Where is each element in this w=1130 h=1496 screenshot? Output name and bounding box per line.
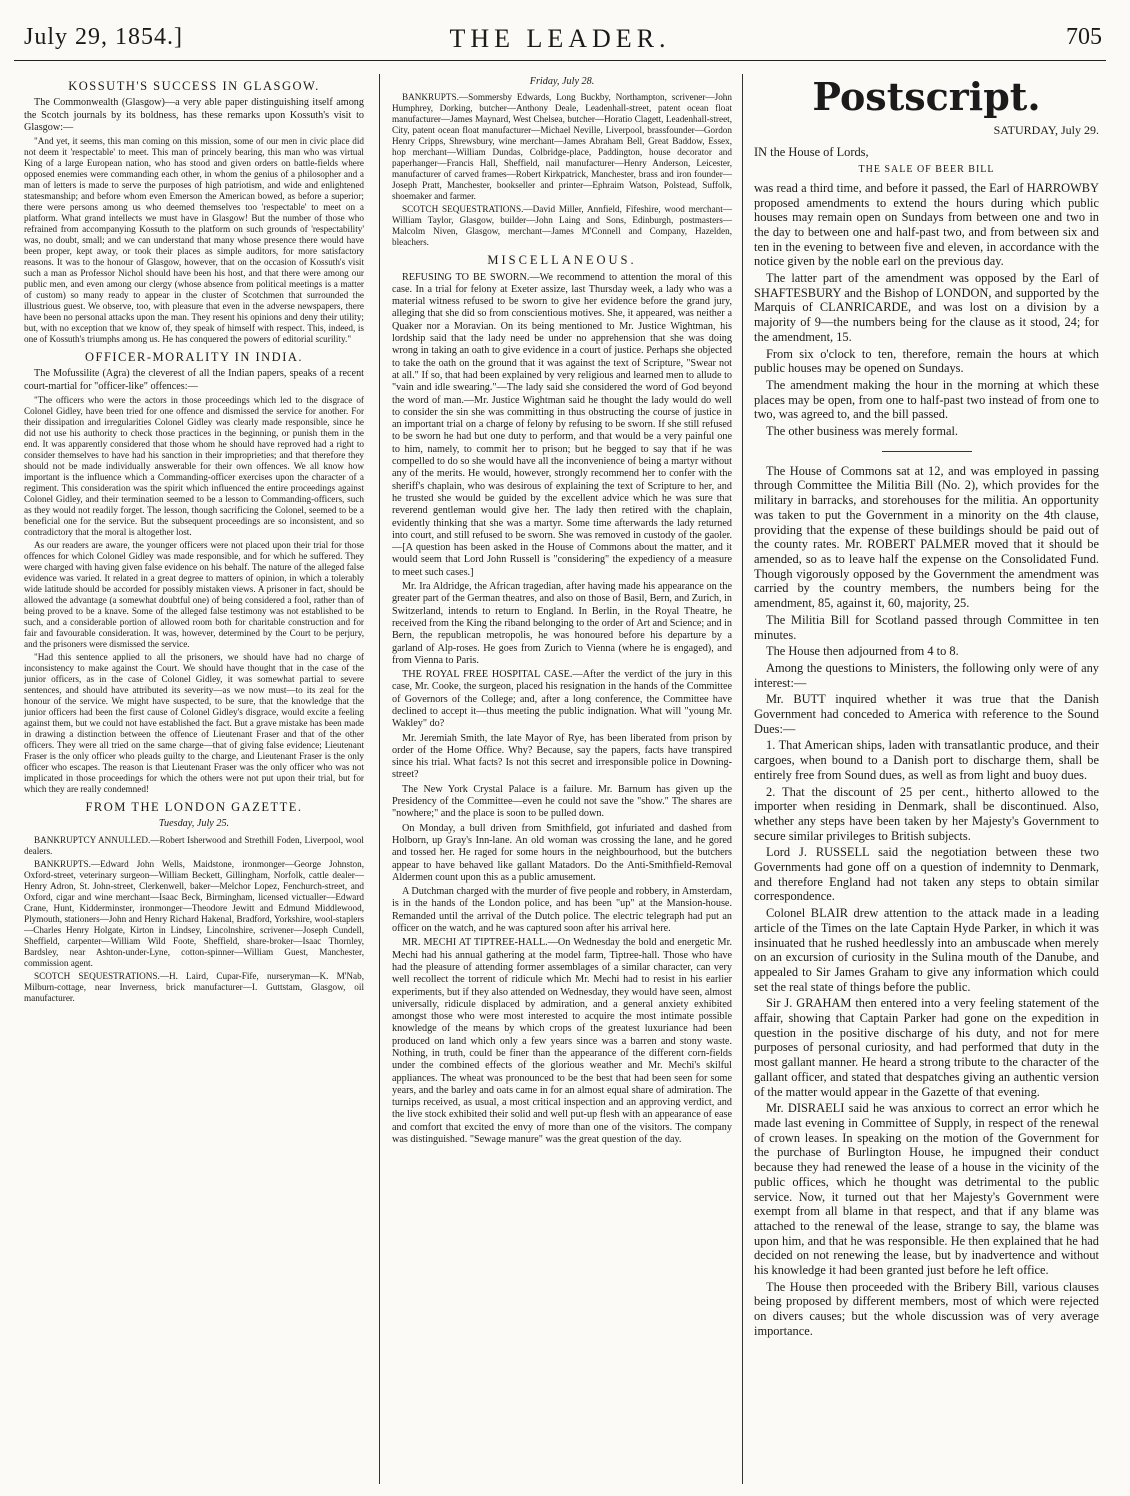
postscript-paragraph: Sir J. GRAHAM then entered into a very feeling statement of the affair, showing that Captain Parker had gone on the expedition in question in the positive discharge of his duty, and not for mere purposes of personal curiosity, and had performed that duty in the most gallant manner. He heard a strong tribute to the character of the gallant officer, and stated that despatches giving an authentic version of the matter would appear in the Gazette of that evening.	[754, 996, 1099, 1099]
postscript-paragraph: Mr. DISRAELI said he was anxious to correct an error which he made last evening in Committee of Supply, in respect of the renewal of crown leases. In speaking on the motion of the Government for the purchase of Burlington House, he impugned their conduct because they had renewed the lease of a house in the vicinity of the public offices, which he thought was detrimental to the public service. Now, it turned out that her Majesty's Government were exempt from all blame in that respect, and that if any blame was attached to the renewal of the lease, strange to say, the blame was upon him, and that he was responsible. He then explained that he had decided on not renewing the lease, but by inadvertence and without his knowledge it had been granted just before he left office.	[754, 1101, 1099, 1278]
postscript-paragraph: The House then adjourned from 4 to 8.	[766, 644, 959, 659]
article-quote: "The officers who were the actors in those proceedings which led to the disgrace of Colonel Gidley, have been tried for one offence and dismissed the service for another. For their dissipation and irregularities Colonel Gidley was clearly made responsible, since he did not use his authority to check those practices in the beginning, or punish them in the end. It was apparently considered that those whom he should have reproved had a right to consider themselves to have had his sanction in their improprieties; and that therefore they should not be made individually answerable for their own offences. We all know how important is the influence which a Commanding-officer exercises upon the character of a regiment. This consideration was the spirit which influenced the entire proceedings against Colonel Gidley, and their termination seemed to be a lesson to Commanding-officers, such as they would not readily forget. The lesson, though sacrificing the Colonel, seemed to be a beneficial one for the service. But the subsequent proceedings are so inconsistent, and so contradictory that the moral is altogether lost.	[24, 395, 364, 538]
gazette-dateline: Friday, July 28.	[529, 76, 595, 87]
news-item: REFUSING TO BE SWORN.—We recommend to attention the moral of this case. In a trial for felony at Exeter assize, last Thursday week, a lady who was a material witness refused to be sworn to give her evidence before the grand jury, alleging that she did so from conscientious motives. She, it appeared, was neither a Quaker nor a Moravian. On its being mentioned to Mr. Justice Wightman, his lordship said that the lady need be under no apprehension that she was doing wrong in taking an oath to give evidence in a court of justice. Perhaps she objected to take the oath on the ground that it was against the text of Scripture, "Swear not at all." If so, that had been explained by very religious and learned men to allude to "vain and idle swearing."—The lady said she considered the word of God beyond the word of man.—Mr. Justice Wightman said he thought the lady would do well to consider the sin she was committing in thus obstructing the course of justice in an important trial on a charge of felony by refusing to be sworn. If she still refused to be sworn he had but one duty to perform, and that would be a very painful one to him, namely, to commit her to prison; but he begged to say that if he was compelled to do so she would have all the inconvenience of being a martyr without any of the merits. He would, however, strongly recommend her to confer with the sheriff's chaplain, who was desirous of explaining the text of Scripture to her, and he trusted she would be guided by the excellent advice which he was sure that reverend gentleman would give her. The lady then retired with the chaplain, evidently thinking that she was a martyr. Some time afterwards the lady returned into court, and still refused to be sworn. She was removed in custody of the gaoler.—[A question has been asked in the House of Commons about the matter, and it would seem that Lord John Russell is "considering" the expediency of a measure to meet such cases.]	[392, 271, 732, 578]
postscript-paragraph: Among the questions to Ministers, the following only were of any interest:—	[754, 660, 1099, 690]
issue-date: July 29, 1854.]	[24, 24, 183, 50]
postscript-intro: IN the House of Lords,	[754, 145, 869, 160]
news-item: Mr. Ira Aldridge, the African tragedian, after having made his appearance on the greater part of the German theatres, and also on those of Basil, Bern, and Zurich, in Switzerland, intends to return to England. In Berlin, in the Royal Theatre, he received from the King the riband belonging to the order of Art and Science; and in Bern, the republican metropolis, he was honoured before his departure by a garland of Alp-roses. He goes from Zurich to Vienna (where he is engaged), and from Vienna to Paris.	[392, 581, 732, 666]
postscript-paragraph: The Militia Bill for Scotland passed through Committee in ten minutes.	[754, 612, 1099, 642]
column-1	[24, 74, 364, 1484]
article-heading-officer-morality: OFFICER-MORALITY IN INDIA.	[84, 350, 304, 365]
postscript-paragraph: 1. That American ships, laden with transatlantic produce, and their cargoes, when bound to a Danish port to discharge them, shall be entirely free from Sound dues, as well as from light and buoy dues.	[754, 738, 1099, 782]
article-quote: "Had this sentence applied to all the prisoners, we should have had no charge of inconsistency to make against the Court. We should have thought that in the case of the junior officers, as in the case of Colonel Gidley, it was somewhat partial to severe sentences, and should have attributed its severity—as we now must—to its zeal for the honour of the service. We might have suspected, to be sure, that the knowledge that the junior officers had been the first cause of Colonel Gidley's disgrace, would excite a feeling against them, but we could not have established the fact. But a grave mistake has been made in drawing a distinction between the offence of Lieutenant Fraser and that of the other officers. They were all tried on the same charge—that of giving false evidence; Lieutenant Fraser is the only officer who pleads guilty to the charge, and Lieutenant Fraser is the only officer who escapes. The reason is that Lieutenant Fraser was the only officer who was not implicated in those proceedings for which the others were not put upon their trial, but for which they are really condemned!	[24, 652, 364, 795]
news-item: MR. MECHI AT TIPTREE-HALL.—On Wednesday the bold and energetic Mr. Mechi had his annual gathering at the model farm, Tiptree-hall. Those who have had the pleasure of attending former assemblages of a similar character, can very well recollect the torrent of ridicule which Mr. Mechi had to resist in his earlier experiments, but if they also attended on Wednesday, they would have seen, almost universally, ridicule displaced by admiration, and a general anxiety exhibited amongst those who were most interested to acquire the most intimate possible knowledge of the means by which crops of the greatest luxuriance had been produced on land which only a few years since was a barren and stony waste. Nothing, in truth, could be finer than the appearance of the different corn-fields under the combined effects of the glorious weather and Mr. Mechi's skilful appliances. The wheat was pronounced to be the best that had been seen for some years, and the barley and oats came in for an almost equal share of admiration. The turnips received, as usual, a most critical inspection and an approving verdict, and the live stock exhibited their solid and well put-up flesh with an appearance of ease and comfort that excited the envy of more than one of the visitors. The company was distinguished. "Sewage manure" was the great question of the day.	[392, 937, 732, 1146]
article-paragraph: The Commonwealth (Glasgow)—a very able paper distinguishing itself among the Scotch journals by its boldness, has these remarks upon Kossuth's visit to Glasgow:—	[24, 97, 364, 133]
news-item: THE ROYAL FREE HOSPITAL CASE.—After the verdict of the jury in this case, Mr. Cooke, the surgeon, placed his resignation in the hands of the Committee of Governors of the College; and, after a long conference, the Committee have declined to accept it—thus meeting the public indignation. What will "young Mr. Wakley" do?	[392, 669, 732, 730]
postscript-paragraph: The amendment making the hour in the morning at which these places may be open, from one to half-past two instead of from one to two, was agreed to, and the bill passed.	[754, 377, 1099, 422]
gazette-entry: BANKRUPTS.—Sommersby Edwards, Long Buckby, Northampton, scrivener—John Humphrey, Dorking, butcher—Anthony Deale, Leadenhall-street, patent ocean float manufacturer—James Maynard, West Chelsea, butcher—Horatio Clagett, Leadenhall-street, City, patent ocean float manufacturer—Michael Neville, Liverpool, brassfounder—Gordon Henry Cripps, Shrewsbury, wine merchant—James Abraham Bell, Great Baddow, Essex, hop merchant—William Dundas, Colbridge-place, Paddington, house decorator and paperhanger—Francis Hall, Sheffield, nail manufacturer—Henry Anderson, Leicester, manufacturer of carved frames—Robert Kirkpatrick, Manchester, brass and iron founder—Joseph Pratt, Manchester, bookseller and printer—Ephraim Watson, Polstead, Suffolk, shoemaker and farmer.	[392, 92, 732, 202]
postscript-paragraph: Colonel BLAIR drew attention to the attack made in a leading article of the Times on the late Captain Hyde Parker, in which it was insinuated that he rushed heedlessly into an ambuscade when merely on an excursion of curiosity in the Sulina mouth of the Danube, and appealed to Sir James Graham to give any information which could set the real state of things before the public.	[754, 906, 1099, 994]
article-paragraph: The Mofussilite (Agra) the cleverest of all the Indian papers, speaks of a recent court-martial for "officer-like" offences:—	[24, 368, 364, 392]
postscript-title: Postscript.	[812, 74, 1041, 119]
postscript-paragraph: The other business was merely formal.	[766, 424, 959, 439]
news-item: Mr. Jeremiah Smith, the late Mayor of Rye, has been liberated from prison by order of the Home Office. Why? Because, say the papers, facts have transpired since his trial. What facts? Is not this secret and irresponsible police in Downing-street?	[392, 732, 732, 781]
news-item: On Monday, a bull driven from Smithfield, got infuriated and dashed from Holborn, up Gray's Inn-lane. An old woman was crossing the lane, and he gored and tossed her. He raged for some hours in the neighbourhood, but the butchers appear to have behaved like gallant Matadors. Do the Anti-Smithfield-Removal Aldermen count upon this as a public amusement.	[392, 822, 732, 883]
article-heading-miscellaneous: MISCELLANEOUS.	[487, 253, 637, 268]
divider	[882, 451, 972, 452]
news-item: A Dutchman charged with the murder of five people and robbery, in Amsterdam, is in the hands of the London police, and has been "up" at the Mansion-house. Remanded until the arrival of the Dutch police. The electric telegraph had put an officer on the watch, and he was captured soon after his arrival here.	[392, 886, 732, 935]
news-item: The New York Crystal Palace is a failure. Mr. Barnum has given up the Presidency of the Committee—even he could not save the "show." The shares are "nowhere;" and the place is soon to be pulled down.	[392, 783, 732, 820]
gazette-entry: BANKRUPTCY ANNULLED.—Robert Isherwood and Strethill Foden, Liverpool, wool dealers.	[24, 834, 364, 856]
column-2	[392, 74, 732, 1484]
postscript-paragraph: was read a third time, and before it passed, the Earl of HARROWBY proposed amendments to extend the hours during which public houses may remain open on Sundays from between one and two in the day to between one and half-past two, and from between six and ten in the evening to between five and eleven, in accordance with the notice given by the noble earl on the previous day.	[754, 180, 1099, 269]
article-quote: "And yet, it seems, this man coming on this mission, some of our men in civic place did not deem it 'respectable' to meet. This man of princely bearing, this man who was virtual King of a large European nation, who has stood and given orders on battle-fields where opposed enemies were commanding each other, in whom the genius of a philosopher and a man of letters is made to serve the purposes of high patriotism, and wide and enlightened statesmanship; and before whom even Emerson the American bowed, as before a superior; there were persons among us who deemed themselves too 'respectable' to meet on a platform. What grand intellects we must have in Glasgow! But the number of those who refrained from accompanying Kossuth to the platform on such grounds of 'respectability' was, no doubt, small; and we can understand that many whose presence there would have been proper, kept away, or took their places as simple auditors, for more satisfactory reasons. It was to the honour of Glasgow, however, that on the occasion of Kossuth's visit such a man as Professor Nichol should have been his host, and that there were among our public men, and even among our clergy (whose absence from political meetings is a matter of custom) so many ready to appear in the cluster of Scotchmen that surrounded the illustrious guest. We observe, too, with pleasure that even in the adverse newspapers, there have been no personal attacks upon the man. They resent his opinions and deny their utility; but, with no exception that we know of, they speak of himself with respect. This, indeed, is one of Kossuth's triumphs among us. He has conquered the powers of editorial scurility."	[24, 136, 364, 345]
postscript-paragraph: The House of Commons sat at 12, and was employed in passing through Committee the Militia Bill (No. 2), which provides for the military in barracks, and storehouses for the militia. An opportunity was taken to put the Government in a minority on the 4th clause, providing that the expense of these buildings should be paid out of the county rates. Mr. ROBERT PALMER moved that it should be amended, so as to leave half the expense on the Consolidated Fund. Though vigorously opposed by the Government the amendment was carried by the country members, the numbers being for the amendment, 85, against it, 60, majority, 25.	[754, 463, 1099, 611]
masthead	[14, 20, 1106, 61]
gazette-entry: SCOTCH SEQUESTRATIONS.—H. Laird, Cupar-Fife, nurseryman—K. M'Nab, Milburn-cottage, near Inverness, brick manufacturer—I. Guttstam, Glasgow, oil manufacturer.	[24, 970, 364, 1003]
gazette-entry: BANKRUPTS.—Edward John Wells, Maidstone, ironmonger—George Johnston, Oxford-street, veterinary surgeon—William Beckett, Gillingham, Norfolk, cattle dealer—Henry Adron, St. John-street, Clerkenwell, baker—Melchor Lopez, Fenchurch-street, and Oxford, cigar and wine merchant—Isaac Beck, Birmingham, licensed victualler—Edward Crane, Hunt, Kidderminster, ironmonger—Theodore Jewitt and Edmund Middlewood, Plymouth, stationers—John and Henry Richard Hakenal, Bradford, Yorkshire, wool-staplers—Charles Henry Holgate, Kirton in Lindsey, Lincolnshire, scrivener—Joseph Cundell, Sheffield, carpenter—William Wild Foote, Sheffield, share-broker—Isaac Thornley, Bardsley, near Ashton-under-Lyne, cotton-spinner—William Guest, Manchester, commission agent.	[24, 858, 364, 968]
article-quote: As our readers are aware, the younger officers were not placed upon their trial for those offences for which Colonel Gidley was made responsible, and for which he suffered. They were charged with having given false evidence on his behalf. The nature of the alleged false evidence was varied. It related in a great degree to matters of opinion, in which a tolerably wide latitude should be accorded for possibly mistaken views. A prisoner in fact, should be allowed the advantage (a somewhat doubtful one) of being considered a fool, rather than of being proved to be a knave. Some of the alleged false testimony was not established to be such, and a considerable portion of allowed room both for charitable construction and for fair and favourable consideration. It was, however, determined by the Court to be perjury, and the prisoners were dismissed the service.	[24, 540, 364, 650]
article-heading-kossuth: KOSSUTH'S SUCCESS IN GLASGOW.	[68, 79, 320, 93]
postscript-paragraph: 2. That the discount of 25 per cent., hitherto allowed to the importer when residing in Denmark, shall be discontinued. Also, whether any steps have been taken by her Majesty's Government to secure similar privileges to British subjects.	[754, 784, 1099, 843]
newspaper-title: THE LEADER.	[449, 24, 671, 53]
postscript-paragraph: The latter part of the amendment was opposed by the Earl of SHAFTESBURY and the Bishop of LONDON, and supported by the Marquis of CLANRICARDE, and was lost on a division by a majority of 9—the numbers being for the clause as it stood, 24; for the amendment, 15.	[754, 271, 1099, 344]
page-number: 705	[1066, 24, 1102, 50]
postscript-date: SATURDAY, July 29.	[993, 122, 1099, 137]
column-rule	[379, 74, 380, 1484]
column-rule	[742, 74, 743, 1484]
gazette-entry: SCOTCH SEQUESTRATIONS.—David Miller, Annfield, Fifeshire, wood merchant—William Taylor, Glasgow, builder—John Laing and Sons, Edinburgh, postmasters—Malcolm Niven, Glasgow, merchant—James M'Connell and Company, Hazelden, bleachers.	[392, 204, 732, 248]
postscript-paragraph: The House then proceeded with the Bribery Bill, various clauses being proposed by different members, most of which were rejected on divers causes; but the whole discussion was of very average importance.	[754, 1279, 1099, 1338]
postscript-paragraph: Mr. BUTT inquired whether it was true that the Danish Government had conceded to America with reference to the Sound Dues:—	[754, 692, 1099, 736]
column-3	[754, 74, 1099, 1484]
gazette-dateline: Tuesday, July 25.	[158, 818, 230, 830]
postscript-paragraph: From six o'clock to ten, therefore, remain the hours at which public houses may be opened on Sundays.	[754, 346, 1099, 376]
subheading-beer-bill: THE SALE OF BEER BILL	[858, 164, 995, 176]
article-heading-gazette: FROM THE LONDON GAZETTE.	[85, 800, 303, 815]
postscript-paragraph: Lord J. RUSSELL said the negotiation between these two Governments had gone off on a question of indemnity to Denmark, and therefore England had not taken any steps to obtain similar correspondence.	[754, 845, 1099, 904]
